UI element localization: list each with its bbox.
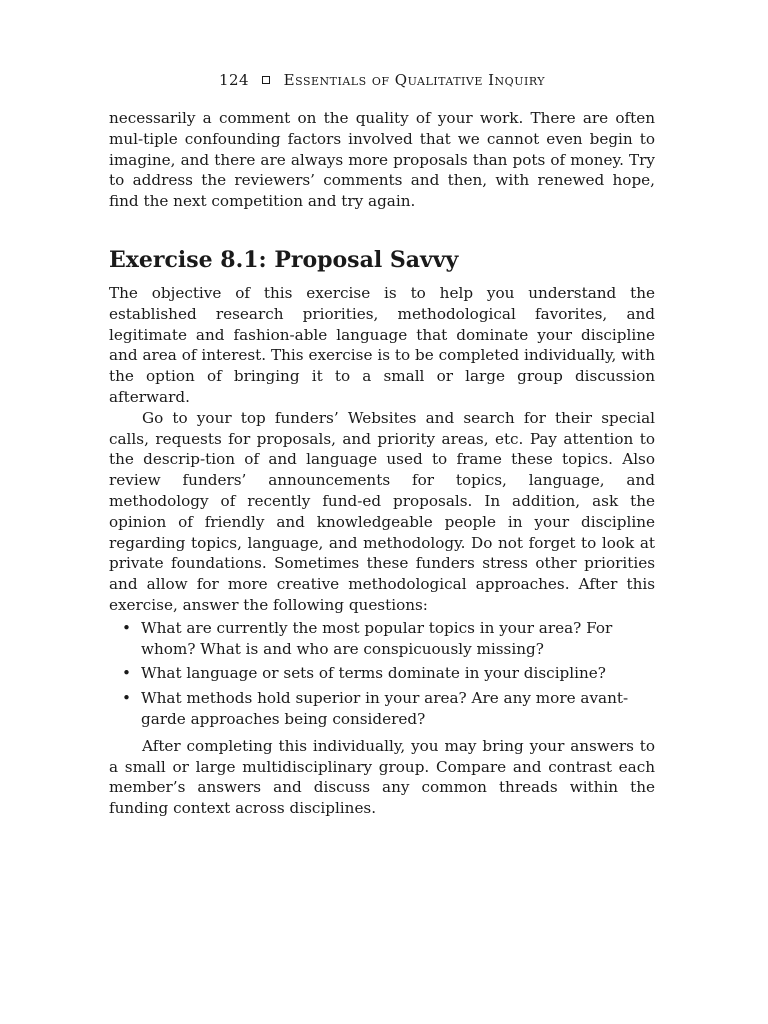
bullet-icon: •	[122, 664, 131, 683]
question-text: What are currently the most popular topics in your area? For whom? What is and who are conspicuously missing?	[141, 618, 613, 658]
list-item	[122, 618, 655, 660]
exercise-paragraph-2: Go to your top funders’ Websites and search for their special calls, requests for proposals, and priority areas, etc. Pay attention to the descrip-tion of and language used to frame these topics. Also review funders’ announcements for topics, language, and methodology of recently fund-ed proposals. In addition, ask the opinion of friendly and knowledgeable people in your discipline regarding topics, language, and methodology. Do not forget to look at private foundations. Sometimes these funders stress other priorities and allow for more creative methodological approaches. After this exercise, answer the following questions:	[109, 408, 655, 614]
question-text: What language or sets of terms dominate in your discipline?	[141, 664, 606, 683]
bullet-icon: •	[122, 689, 131, 708]
exercise-paragraph-1: The objective of this exercise is to help you understand the established research priorities, methodological favorites, and legitimate and fashion-able language that dominate your discipline and area of interest. This exercise is to be completed individually, with the option of bringing it to a small or large group discussion afterward.	[109, 283, 655, 406]
separator-square-icon	[262, 76, 270, 84]
exercise-paragraph-3: After completing this individually, you may bring your answers to a small or large multidisciplinary group. Compare and contrast each member’s answers and discuss any common threads within the funding context across disciplines.	[109, 736, 655, 818]
question-list	[109, 618, 655, 730]
list-item	[122, 688, 655, 730]
exercise-heading: Exercise 8.1: Proposal Savvy	[109, 246, 459, 273]
list-item	[122, 663, 655, 684]
book-page	[109, 70, 655, 819]
page-number: 124	[218, 71, 250, 89]
bullet-icon: •	[122, 618, 131, 637]
intro-paragraph: necessarily a comment on the quality of your work. There are often mul-tiple confounding factors involved that we cannot even begin to imagine, and there are always more proposals than pots of money. Try to address the reviewers’ comments and then, with renewed hope, find the next competition and try again.	[109, 109, 655, 211]
question-text: What methods hold superior in your area? Are any more avant-garde approaches being considered?	[141, 689, 629, 728]
book-title: Essentials of Qualitative Inquiry	[283, 71, 546, 89]
running-head	[109, 70, 655, 90]
